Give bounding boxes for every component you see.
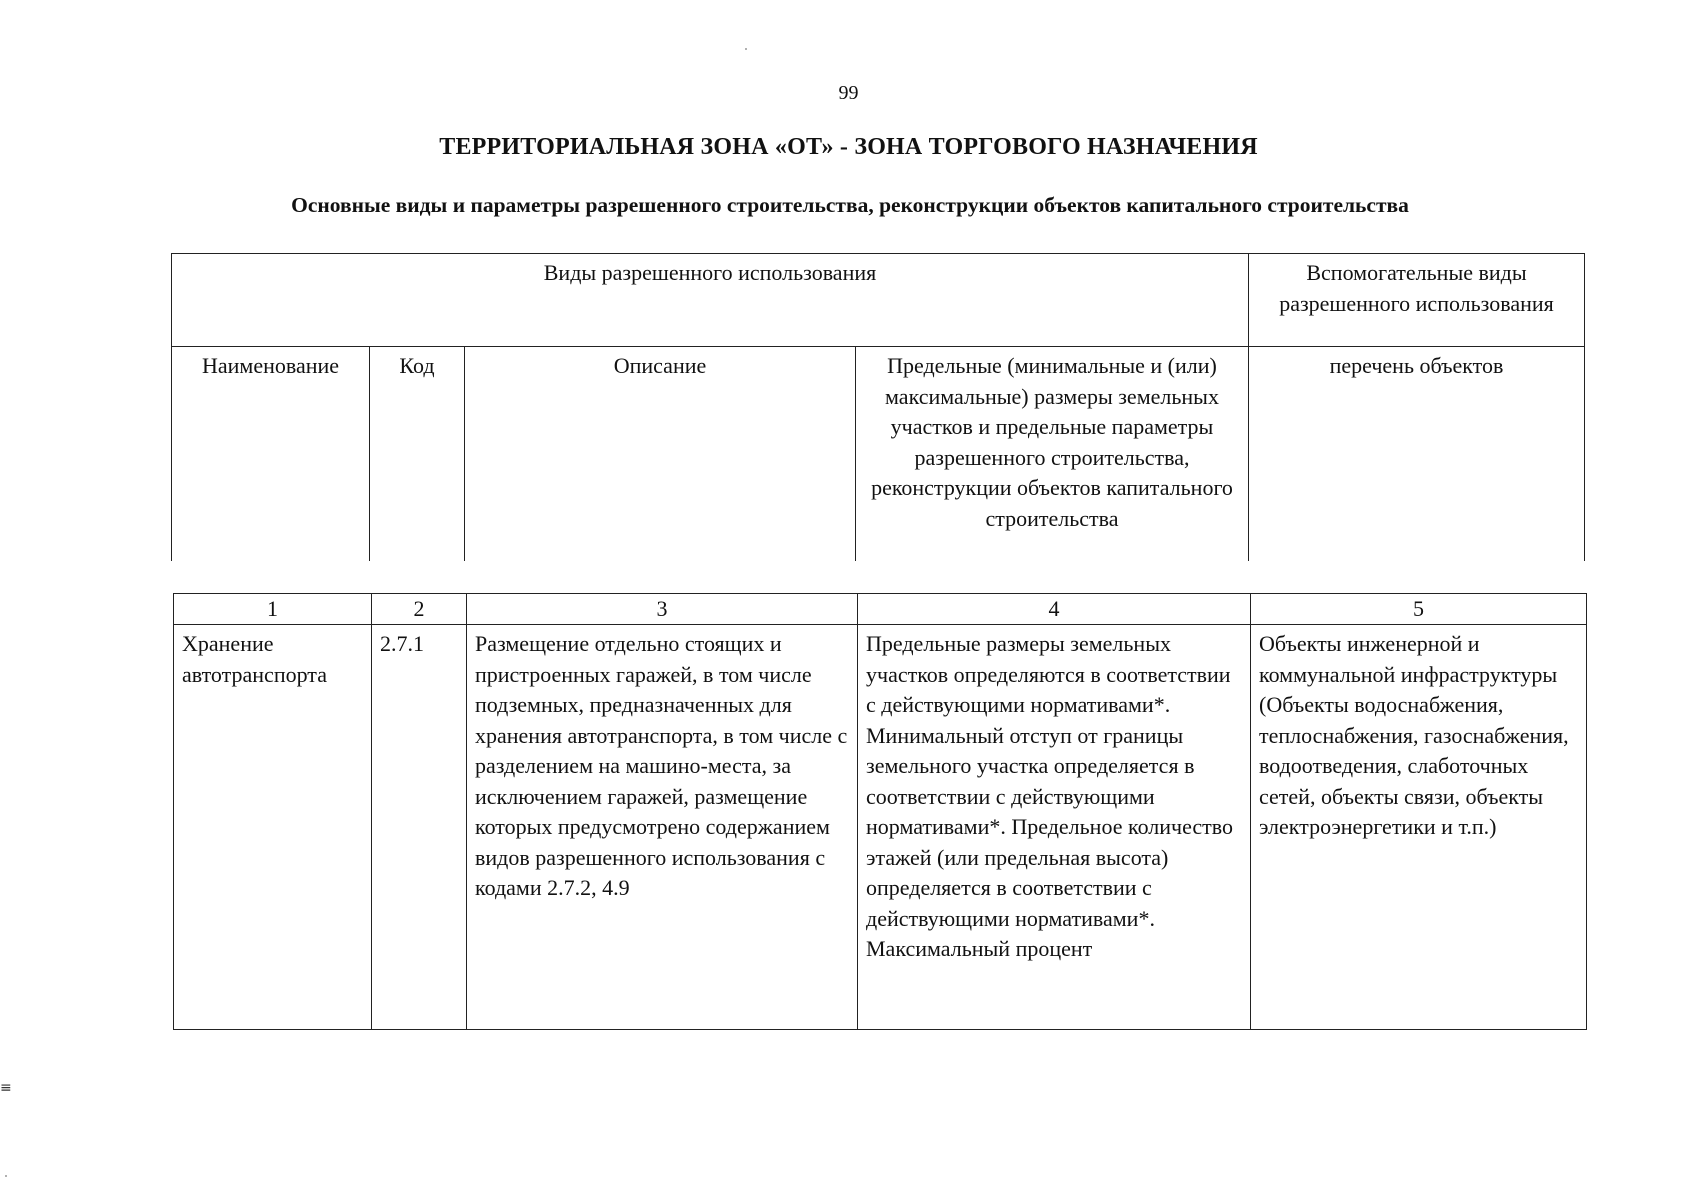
header-col-description: Описание [465,347,856,562]
section-title: Основные виды и параметры разрешенного строительства, реконструкции объектов капитального строительства [291,193,1409,217]
column-number: 5 [1251,594,1587,625]
header-table [171,253,1585,561]
row-description: Размещение отдельно стоящих и пристроенных гаражей, в том числе подземных, предназначенных для хранения автотранспорта, в том числе с разделением на машино-места, за исключением гаражей, размещение которых предусмотрено содержанием видов разрешенного использования с кодами 2.7.2, 4.9 [467,625,858,1030]
column-number: 4 [858,594,1251,625]
row-name: Хранение автотранспорта [174,625,372,1030]
column-number: 2 [372,594,467,625]
column-number: 1 [174,594,372,625]
zone-title: ТЕРРИТОРИАЛЬНАЯ ЗОНА «ОТ» - ЗОНА ТОРГОВОГО НАЗНАЧЕНИЯ [439,134,1258,160]
table-row [174,625,1587,1030]
row-code: 2.7.1 [372,625,467,1030]
scan-margin-mark: ≡ [0,1080,12,1096]
header-group-aux: Вспомогательные виды разрешенного использования [1249,254,1585,347]
row-aux-objects: Объекты инженерной и коммунальной инфраструктуры (Объекты водоснабжения, теплоснабжения, газоснабжения, водоотведения, слаботочных сетей, объекты связи, объекты электроэнергетики и т.п.) [1251,625,1587,1030]
header-col-code: Код [370,347,465,562]
header-col-name: Наименование [172,347,370,562]
header-col-aux-list: перечень объектов [1249,347,1585,562]
header-group-main: Виды разрешенного использования [172,254,1249,347]
header-columns-row [172,347,1585,562]
data-table [173,593,1587,1030]
row-limits: Предельные размеры земельных участков определяются в соответствии с действующими нормативами*. Минимальный отступ от границы земельного участка определяется в соответствии с действующими нормативами*. Предельное количество этажей (или предельная высота) определяется в соответствии с действующими нормативами*. Максимальный процент [858,625,1251,1030]
header-col-limits: Предельные (минимальные и (или) максимальные) размеры земельных участков и предельные параметры разрешенного строительства, реконструкции объектов капитального строительства [856,347,1249,562]
column-number: 3 [467,594,858,625]
scan-speck [745,48,747,50]
page-number: 99 [838,82,859,104]
header-group-row [172,254,1585,347]
scan-speck [5,1175,7,1177]
column-number-row [174,594,1587,625]
